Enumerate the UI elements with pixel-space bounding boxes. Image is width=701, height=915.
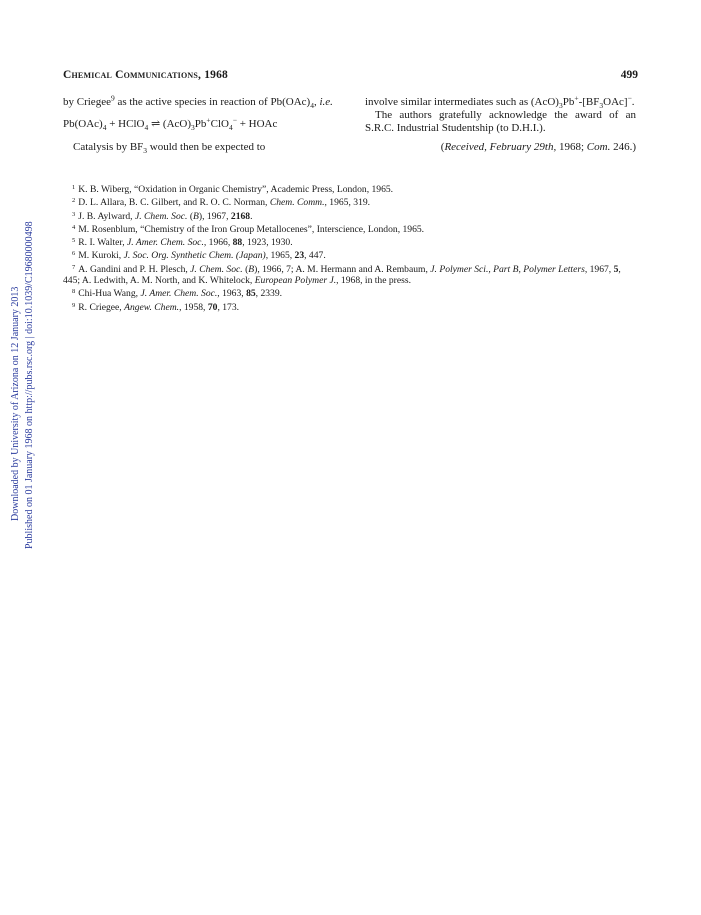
reference-item: $^3$ J. B. Aylward, J. Chem. Soc. (B), 1967, 2168. — [72, 210, 253, 222]
paragraph: by Criegee$^9$ as the active species in reaction of $Pb(OAc)_4$, i.e. — [63, 93, 333, 111]
received-date: (Received, February 29th, 1968; Com. 246.) — [440, 141, 636, 153]
running-header — [63, 69, 638, 83]
reference-item: $^9$ R. Criegee, Angew. Chem., 1958, 70, 173. — [72, 301, 240, 313]
equation: $Pb(OAc)_4$ + HClO$_4$ ⇌ $(AcO)_3Pb^+ClO_4^-$ + HOAc — [63, 115, 278, 133]
reference-item: $^1$ K. B. Wiberg, “Oxidation in Organic Chemistry”, Academic Press, London, 1965. — [72, 184, 394, 195]
reference-item: $^8$ Chi-Hua Wang, J. Amer. Chem. Soc., 1963, 85, 2339. — [72, 288, 283, 300]
publication-notice-line: Published on 01 January 1968 on http://pubs.rsc.org | doi:10.1039/C19680000498 — [24, 221, 35, 549]
page-number: 499 — [620, 69, 638, 81]
acknowledgement: The authors gratefully acknowledge the award of an S.R.C. Industrial Studentship (to D.H.I.). — [365, 109, 636, 134]
right-column — [365, 93, 636, 165]
download-notice — [0, 0, 40, 600]
paragraph: involve similar intermediates such as $(AcO)_3Pb^+-[BF_3OAc]^-$. — [365, 93, 635, 111]
journal-title: Chemical Communications, 1968 — [63, 69, 228, 81]
reference-item: $^2$ D. L. Allara, B. C. Gilbert, and R. O. C. Norman, Chem. Comm., 1965, 319. — [72, 197, 371, 209]
reference-item: $^4$ M. Rosenblum, “Chemistry of the Iron Group Metallocenes”, Interscience, London, 1965. — [72, 223, 425, 235]
left-column — [63, 93, 336, 156]
reference-item: $^7$ A. Gandini and P. H. Plesch, J. Chem. Soc. (B), 1966, 7; A. M. Hermann and A. Rembaum, J. Polymer Sci., Part B, Polymer Letters, 1967, 5, 445; A. Ledwith, A. M. North, and K. Whitelock, European Polymer J., 1968, in the press. — [63, 263, 621, 287]
download-notice-line: Downloaded by University of Arizona on 12 January 2013 — [10, 286, 21, 521]
reference-item: $^6$ M. Kuroki, J. Soc. Org. Synthetic Chem. (Japan), 1965, 23, 447. — [72, 250, 326, 262]
reference-marker: 9 — [110, 93, 115, 103]
reference-item: $^5$ R. I. Walter, J. Amer. Chem. Soc., 1966, 88, 1923, 1930. — [72, 237, 293, 249]
paragraph: Catalysis by $BF_3$ would then be expected to — [73, 141, 266, 156]
reference-list — [63, 182, 636, 313]
